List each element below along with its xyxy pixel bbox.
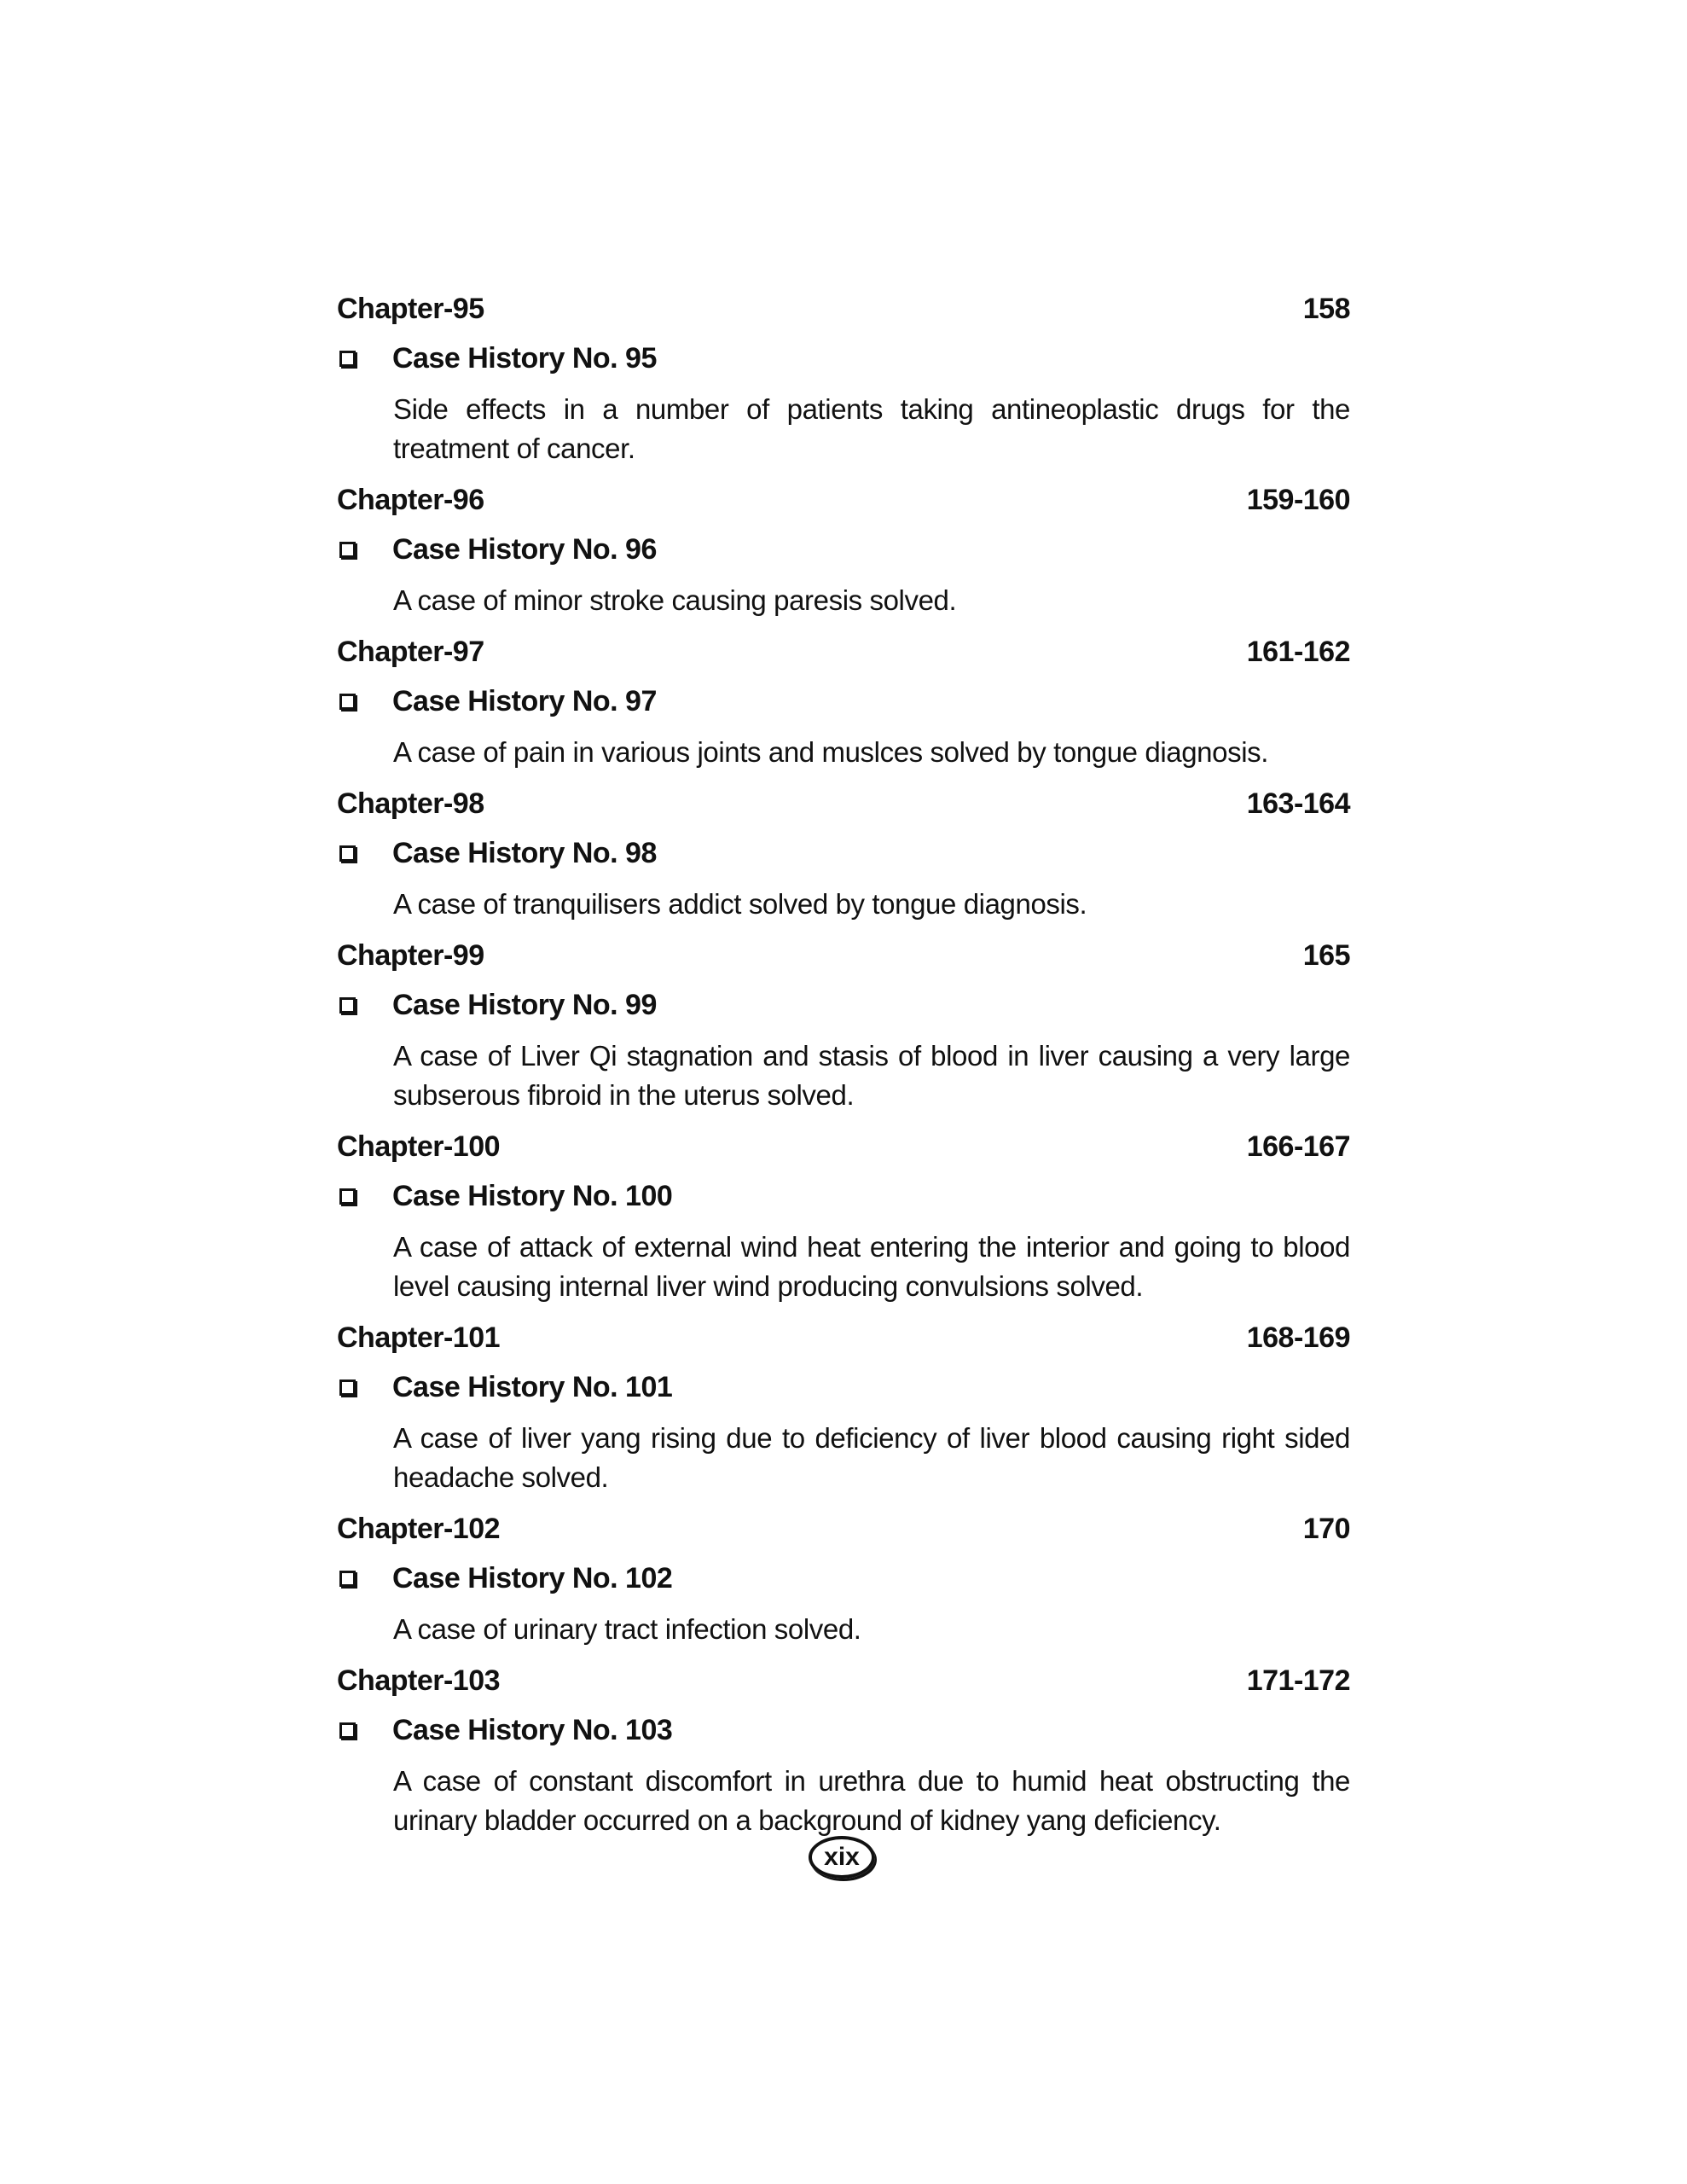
chapter-row — [337, 475, 1350, 525]
case-title: Case History No. 99 — [392, 989, 657, 1021]
toc-entry-101 — [337, 1313, 1350, 1504]
page-range: 166-167 — [1246, 1130, 1350, 1163]
case-description: A case of pain in various joints and muslces solved by tongue diagnosis. — [393, 736, 1268, 768]
case-row — [337, 1705, 1350, 1755]
chapter-row — [337, 1656, 1350, 1705]
chapter-row — [337, 1313, 1350, 1362]
case-description: A case of urinary tract infection solved. — [393, 1613, 861, 1645]
case-description: A case of liver yang rising due to deficiency of liver blood causing right sided headache solved. — [393, 1422, 1350, 1493]
checkbox-bullet-icon — [339, 845, 356, 862]
toc-entry-100 — [337, 1122, 1350, 1313]
chapter-row — [337, 284, 1350, 334]
toc-entry-98 — [337, 779, 1350, 931]
checkbox-bullet-icon — [339, 1188, 356, 1205]
page-range: 159-160 — [1246, 484, 1350, 516]
case-title: Case History No. 101 — [392, 1371, 673, 1403]
page-number-badge — [809, 1836, 878, 1884]
page-number: xix — [809, 1836, 875, 1879]
case-title: Case History No. 102 — [392, 1562, 673, 1594]
chapter-row — [337, 1122, 1350, 1171]
toc-entry-103 — [337, 1656, 1350, 1847]
case-description: A case of tranquilisers addict solved by tongue diagnosis. — [393, 888, 1087, 920]
toc-entry-99 — [337, 931, 1350, 1122]
toc-entry-102 — [337, 1504, 1350, 1656]
checkbox-bullet-icon — [339, 1722, 356, 1739]
case-description: A case of Liver Qi stagnation and stasis of blood in liver causing a very large subserous fibroid in the uterus solved. — [393, 1040, 1350, 1111]
checkbox-bullet-icon — [339, 1380, 356, 1396]
case-row — [337, 828, 1350, 878]
chapter-row — [337, 1504, 1350, 1554]
case-title: Case History No. 95 — [392, 342, 657, 375]
checkbox-bullet-icon — [339, 1571, 356, 1587]
checkbox-bullet-icon — [339, 351, 356, 367]
case-row — [337, 334, 1350, 383]
case-title: Case History No. 103 — [392, 1714, 673, 1746]
case-row — [337, 525, 1350, 574]
case-row — [337, 1171, 1350, 1221]
chapter-title: Chapter-103 — [337, 1664, 501, 1697]
chapter-title: Chapter-95 — [337, 293, 484, 325]
chapter-title: Chapter-97 — [337, 636, 484, 668]
chapter-title: Chapter-102 — [337, 1513, 501, 1545]
toc-entry-97 — [337, 627, 1350, 779]
chapter-title: Chapter-100 — [337, 1130, 501, 1163]
case-description: A case of attack of external wind heat entering the interior and going to blood level causing internal liver wind producing convulsions solved. — [393, 1231, 1350, 1302]
chapter-title: Chapter-101 — [337, 1321, 501, 1354]
chapter-row — [337, 627, 1350, 677]
page-range: 158 — [1302, 293, 1350, 325]
chapter-row — [337, 779, 1350, 828]
case-description: A case of minor stroke causing paresis solved. — [393, 584, 957, 616]
chapter-title: Chapter-98 — [337, 787, 484, 820]
page-range: 161-162 — [1246, 636, 1350, 668]
chapter-title: Chapter-96 — [337, 484, 484, 516]
checkbox-bullet-icon — [339, 694, 356, 710]
chapter-title: Chapter-99 — [337, 939, 484, 972]
case-title: Case History No. 96 — [392, 533, 657, 566]
chapter-row — [337, 931, 1350, 980]
toc-entry-95 — [337, 284, 1350, 475]
case-title: Case History No. 100 — [392, 1180, 673, 1212]
page-range: 171-172 — [1246, 1664, 1350, 1697]
case-title: Case History No. 97 — [392, 685, 657, 717]
toc-entry-96 — [337, 475, 1350, 627]
case-description: A case of constant discomfort in urethra due to humid heat obstructing the urinary bladder occurred on a background of kidney yang deficiency. — [393, 1765, 1350, 1836]
case-row — [337, 1362, 1350, 1412]
checkbox-bullet-icon — [339, 542, 356, 558]
case-row — [337, 677, 1350, 726]
page-range: 168-169 — [1246, 1321, 1350, 1354]
case-title: Case History No. 98 — [392, 837, 657, 869]
page-range: 163-164 — [1246, 787, 1350, 820]
contents-page — [337, 284, 1350, 1847]
case-description: Side effects in a number of patients taking antineoplastic drugs for the treatment of cancer. — [393, 393, 1350, 464]
checkbox-bullet-icon — [339, 997, 356, 1014]
page-range: 170 — [1302, 1513, 1350, 1545]
case-row — [337, 980, 1350, 1030]
case-row — [337, 1554, 1350, 1603]
page-range: 165 — [1302, 939, 1350, 972]
